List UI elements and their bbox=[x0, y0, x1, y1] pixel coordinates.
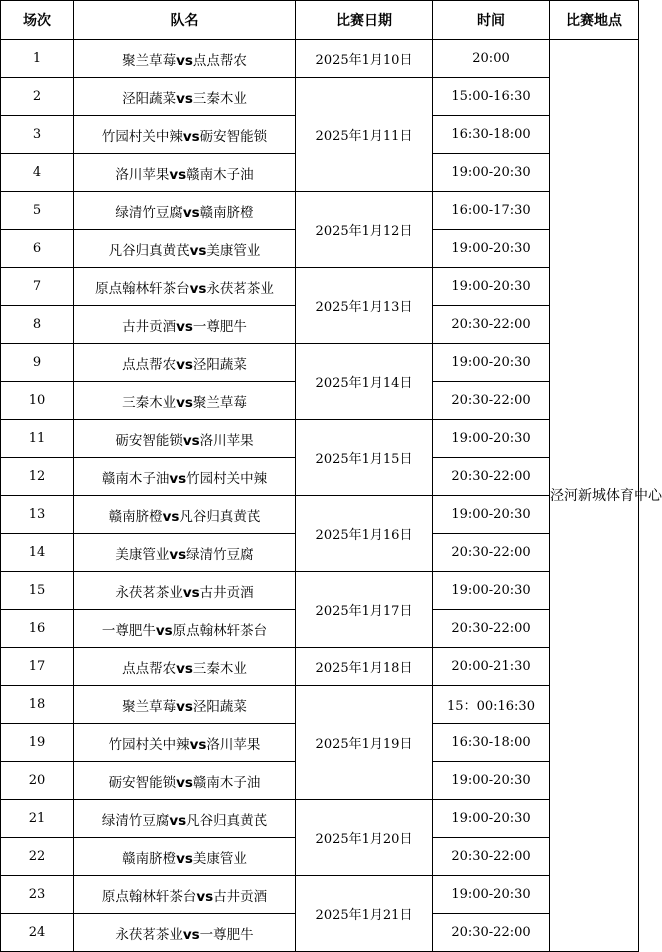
match-time: 19:00-20:30 bbox=[433, 230, 550, 268]
home-team: 泾阳蔬菜 bbox=[122, 90, 177, 107]
away-team: 砺安智能锁 bbox=[199, 128, 268, 145]
match-number: 2 bbox=[1, 78, 74, 116]
header-date: 比赛日期 bbox=[296, 1, 433, 40]
match-teams bbox=[74, 40, 296, 78]
vs-label: vs bbox=[176, 52, 193, 69]
match-number: 15 bbox=[1, 572, 74, 610]
home-team: 赣南脐橙 bbox=[122, 850, 177, 867]
match-number: 20 bbox=[1, 762, 74, 800]
match-time: 20:30-22:00 bbox=[433, 306, 550, 344]
match-teams bbox=[74, 648, 296, 686]
match-number: 8 bbox=[1, 306, 74, 344]
match-time: 19:00-20:30 bbox=[433, 572, 550, 610]
table-row bbox=[1, 268, 639, 306]
home-team: 三秦木业 bbox=[122, 394, 177, 411]
match-time: 15：00:16:30 bbox=[433, 686, 550, 724]
match-teams bbox=[74, 154, 296, 192]
away-team: 赣南脐橙 bbox=[199, 204, 254, 221]
table-row bbox=[1, 78, 639, 116]
match-teams bbox=[74, 572, 296, 610]
away-team: 赣南木子油 bbox=[186, 166, 254, 183]
vs-label: vs bbox=[182, 432, 200, 449]
home-team: 砺安智能锁 bbox=[115, 432, 183, 449]
match-time: 19:00-20:30 bbox=[433, 876, 550, 914]
home-team: 原点翰林轩茶台 bbox=[95, 280, 190, 297]
vs-label: vs bbox=[176, 90, 193, 107]
match-date: 2025年1月14日 bbox=[296, 344, 433, 420]
match-number: 4 bbox=[1, 154, 74, 192]
table-row bbox=[1, 40, 639, 78]
home-team: 聚兰草莓 bbox=[122, 698, 177, 715]
away-team: 古井贡酒 bbox=[199, 584, 254, 601]
match-date: 2025年1月16日 bbox=[296, 496, 433, 572]
vs-label: vs bbox=[176, 698, 193, 715]
match-time: 19:00-20:30 bbox=[433, 800, 550, 838]
match-teams bbox=[74, 610, 296, 648]
match-time: 16:00-17:30 bbox=[433, 192, 550, 230]
match-teams bbox=[74, 914, 296, 952]
match-date: 2025年1月13日 bbox=[296, 268, 433, 344]
vs-label: vs bbox=[189, 242, 207, 259]
vs-label: vs bbox=[176, 394, 193, 411]
match-number: 13 bbox=[1, 496, 74, 534]
match-teams bbox=[74, 838, 296, 876]
match-time: 20:00-21:30 bbox=[433, 648, 550, 686]
home-team: 聚兰草莓 bbox=[122, 52, 177, 69]
home-team: 一尊肥牛 bbox=[101, 622, 156, 639]
match-teams bbox=[74, 230, 296, 268]
match-number: 24 bbox=[1, 914, 74, 952]
away-team: 竹园村关中辣 bbox=[186, 470, 268, 487]
match-teams bbox=[74, 458, 296, 496]
match-date: 2025年1月19日 bbox=[296, 686, 433, 800]
away-team: 凡谷归真黄芪 bbox=[179, 508, 261, 525]
away-team: 一尊肥牛 bbox=[192, 318, 247, 335]
table-row bbox=[1, 420, 639, 458]
match-time: 19:00-20:30 bbox=[433, 344, 550, 382]
match-time: 20:30-22:00 bbox=[433, 610, 550, 648]
vs-label: vs bbox=[169, 546, 187, 563]
match-teams bbox=[74, 78, 296, 116]
match-teams bbox=[74, 420, 296, 458]
vs-label: vs bbox=[176, 318, 193, 335]
match-number: 5 bbox=[1, 192, 74, 230]
table-row bbox=[1, 648, 639, 686]
match-number: 19 bbox=[1, 724, 74, 762]
vs-label: vs bbox=[155, 622, 173, 639]
away-team: 凡谷归真黄芪 bbox=[186, 812, 268, 829]
match-date: 2025年1月21日 bbox=[296, 876, 433, 952]
vs-label: vs bbox=[169, 166, 187, 183]
match-teams bbox=[74, 724, 296, 762]
match-number: 3 bbox=[1, 116, 74, 154]
vs-label: vs bbox=[169, 812, 187, 829]
header-row bbox=[1, 1, 639, 40]
vs-label: vs bbox=[169, 470, 187, 487]
match-time: 20:00 bbox=[433, 40, 550, 78]
home-team: 赣南木子油 bbox=[101, 470, 170, 487]
away-team: 洛川苹果 bbox=[206, 736, 261, 753]
match-time: 20:30-22:00 bbox=[433, 914, 550, 952]
away-team: 一尊肥牛 bbox=[199, 926, 254, 943]
table-row bbox=[1, 876, 639, 914]
match-number: 21 bbox=[1, 800, 74, 838]
match-teams bbox=[74, 116, 296, 154]
vs-label: vs bbox=[182, 128, 200, 145]
home-team: 洛川苹果 bbox=[115, 166, 170, 183]
vs-label: vs bbox=[176, 356, 193, 373]
header-teams: 队名 bbox=[74, 1, 296, 40]
match-teams bbox=[74, 382, 296, 420]
home-team: 点点帮农 bbox=[122, 660, 177, 677]
match-time: 19:00-20:30 bbox=[433, 268, 550, 306]
away-team: 古井贡酒 bbox=[213, 888, 268, 905]
away-team: 美康管业 bbox=[192, 850, 247, 867]
match-date: 2025年1月18日 bbox=[296, 648, 433, 686]
vs-label: vs bbox=[176, 660, 193, 677]
away-team: 点点帮农 bbox=[192, 52, 247, 69]
away-team: 三秦木业 bbox=[192, 90, 247, 107]
match-number: 12 bbox=[1, 458, 74, 496]
home-team: 美康管业 bbox=[115, 546, 170, 563]
home-team: 竹园村关中辣 bbox=[108, 736, 190, 753]
match-time: 15:00-16:30 bbox=[433, 78, 550, 116]
match-number: 22 bbox=[1, 838, 74, 876]
table-row bbox=[1, 572, 639, 610]
match-time: 19:00-20:30 bbox=[433, 762, 550, 800]
match-number: 9 bbox=[1, 344, 74, 382]
table-row bbox=[1, 800, 639, 838]
match-number: 1 bbox=[1, 40, 74, 78]
match-number: 14 bbox=[1, 534, 74, 572]
home-team: 点点帮农 bbox=[122, 356, 177, 373]
home-team: 绿清竹豆腐 bbox=[101, 812, 170, 829]
vs-label: vs bbox=[176, 850, 193, 867]
table-row bbox=[1, 686, 639, 724]
home-team: 砺安智能锁 bbox=[108, 774, 177, 791]
match-number: 23 bbox=[1, 876, 74, 914]
match-date: 2025年1月10日 bbox=[296, 40, 433, 78]
match-time: 20:30-22:00 bbox=[433, 534, 550, 572]
match-teams bbox=[74, 306, 296, 344]
away-team: 洛川苹果 bbox=[199, 432, 254, 449]
table-row bbox=[1, 192, 639, 230]
match-teams bbox=[74, 876, 296, 914]
match-teams bbox=[74, 344, 296, 382]
match-number: 7 bbox=[1, 268, 74, 306]
match-time: 19:00-20:30 bbox=[433, 496, 550, 534]
match-time: 19:00-20:30 bbox=[433, 420, 550, 458]
match-date: 2025年1月11日 bbox=[296, 78, 433, 192]
away-team: 原点翰林轩茶台 bbox=[172, 622, 268, 639]
match-teams bbox=[74, 268, 296, 306]
away-team: 赣南木子油 bbox=[192, 774, 261, 791]
vs-label: vs bbox=[182, 584, 200, 601]
match-number: 11 bbox=[1, 420, 74, 458]
match-time: 20:30-22:00 bbox=[433, 382, 550, 420]
away-team: 泾阳蔬菜 bbox=[192, 698, 247, 715]
away-team: 聚兰草莓 bbox=[192, 394, 247, 411]
match-date: 2025年1月20日 bbox=[296, 800, 433, 876]
vs-label: vs bbox=[189, 280, 207, 297]
match-date: 2025年1月17日 bbox=[296, 572, 433, 648]
match-time: 20:30-22:00 bbox=[433, 458, 550, 496]
match-number: 16 bbox=[1, 610, 74, 648]
match-number: 6 bbox=[1, 230, 74, 268]
match-teams bbox=[74, 534, 296, 572]
match-number: 18 bbox=[1, 686, 74, 724]
match-time: 16:30-18:00 bbox=[433, 724, 550, 762]
header-time: 时间 bbox=[433, 1, 550, 40]
home-team: 绿清竹豆腐 bbox=[115, 204, 183, 221]
schedule-body bbox=[1, 40, 662, 952]
away-team: 绿清竹豆腐 bbox=[186, 546, 254, 563]
match-number: 17 bbox=[1, 648, 74, 686]
home-team: 原点翰林轩茶台 bbox=[101, 888, 197, 905]
vs-label: vs bbox=[196, 888, 214, 905]
away-team: 美康管业 bbox=[206, 242, 261, 259]
home-team: 凡谷归真黄芪 bbox=[108, 242, 190, 259]
match-teams bbox=[74, 496, 296, 534]
header-venue: 比赛地点 bbox=[550, 1, 639, 40]
home-team: 古井贡酒 bbox=[122, 318, 177, 335]
venue-cell: 泾河新城体育中心 bbox=[550, 40, 639, 952]
match-time: 19:00-20:30 bbox=[433, 154, 550, 192]
away-team: 泾阳蔬菜 bbox=[192, 356, 247, 373]
home-team: 永茯茗茶业 bbox=[115, 584, 183, 601]
match-date: 2025年1月15日 bbox=[296, 420, 433, 496]
match-teams bbox=[74, 192, 296, 230]
vs-label: vs bbox=[176, 774, 193, 791]
match-time: 16:30-18:00 bbox=[433, 116, 550, 154]
away-team: 三秦木业 bbox=[192, 660, 247, 677]
vs-label: vs bbox=[189, 736, 207, 753]
match-time: 20:30-22:00 bbox=[433, 838, 550, 876]
table-row bbox=[1, 344, 639, 382]
home-team: 竹园村关中辣 bbox=[101, 128, 183, 145]
match-teams bbox=[74, 686, 296, 724]
table-row bbox=[1, 496, 639, 534]
match-number: 10 bbox=[1, 382, 74, 420]
match-teams bbox=[74, 800, 296, 838]
home-team: 永茯茗茶业 bbox=[115, 926, 183, 943]
vs-label: vs bbox=[162, 508, 180, 525]
match-date: 2025年1月12日 bbox=[296, 192, 433, 268]
vs-label: vs bbox=[182, 204, 200, 221]
header-num: 场次 bbox=[1, 1, 74, 40]
away-team: 永茯茗茶业 bbox=[206, 280, 274, 297]
home-team: 赣南脐橙 bbox=[108, 508, 163, 525]
vs-label: vs bbox=[182, 926, 200, 943]
match-teams bbox=[74, 762, 296, 800]
